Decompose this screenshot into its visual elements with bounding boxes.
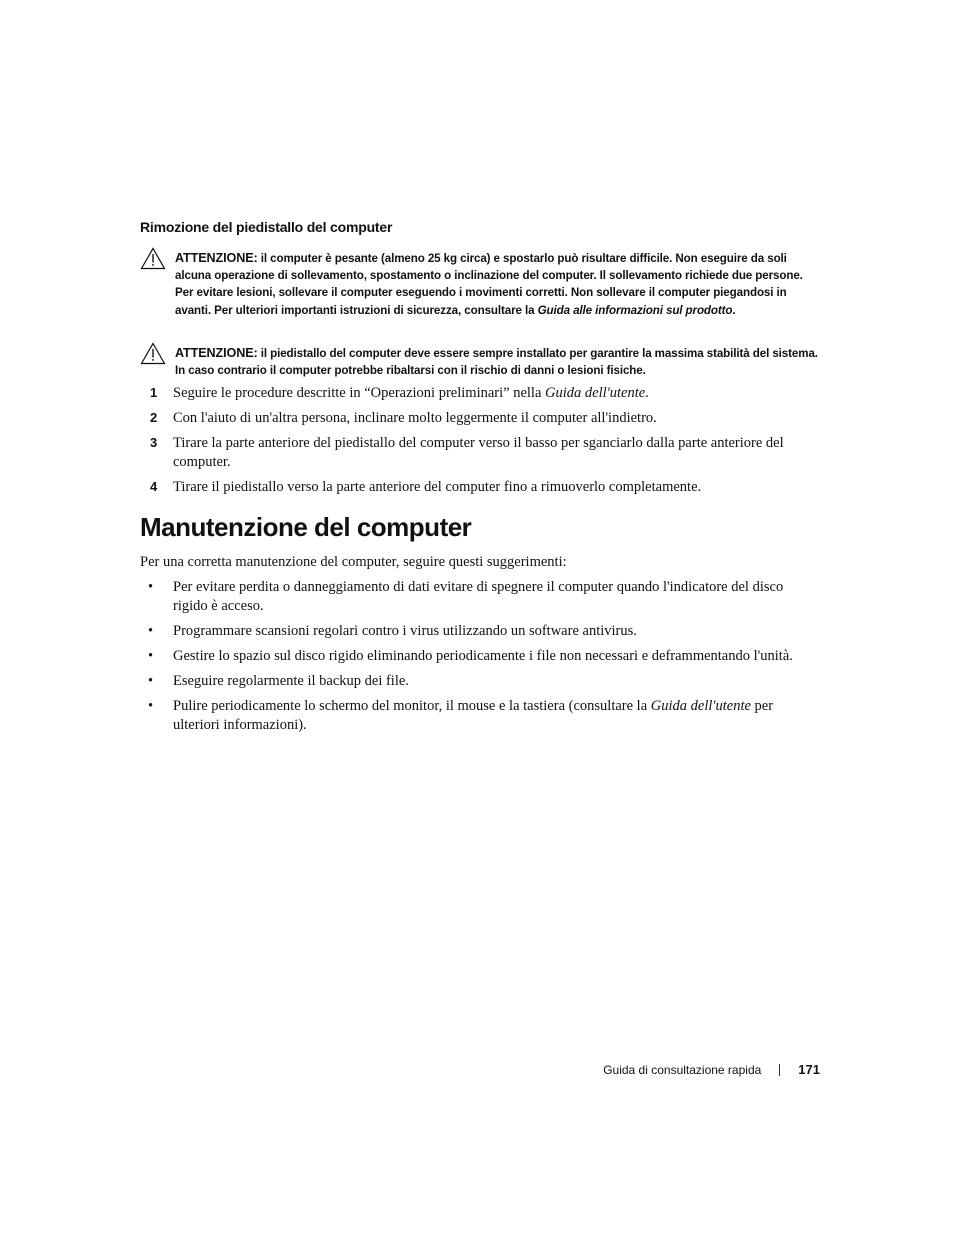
tip-text: Eseguire regolarmente il backup dei file. [173,673,409,689]
step-text: Con l'aiuto di un'altra persona, inclinare molto leggermente il computer all'indietro. [173,410,657,426]
step-item [140,384,820,403]
footer-divider [779,1064,780,1076]
step-number: 3 [150,435,158,450]
list-item [140,622,820,641]
tip-text: Gestire lo spazio sul disco rigido eliminando periodicamente i file non necessari e deframmentando l'unità. [173,648,793,664]
caution-body: il piedistallo del computer deve essere sempre installato per garantire la massima stabilità del sistema. In caso contrario il computer potrebbe ribaltarsi con il rischio di danni o lesioni fisiche. [175,347,818,378]
step-text-main: Seguire le procedure descritte in “Operazioni preliminari” nella [173,385,546,401]
bullet-icon: • [148,623,154,639]
caution-stand [140,345,820,379]
page-footer [603,1062,820,1077]
tip-text-end: per ulteriori informazioni). [173,698,774,733]
maintenance-tips [140,578,820,741]
maintenance-intro: Per una corretta manutenzione del computer, seguire questi suggerimenti: [140,554,567,570]
removal-steps [140,384,820,503]
warning-triangle-icon [140,342,166,365]
step-text: Tirare il piedistallo verso la parte anteriore del computer fino a rimuoverlo completamente. [173,479,702,495]
step-item [140,409,820,428]
product-info-guide-reference: Guida alle informazioni sul prodotto [537,303,733,317]
footer-guide-title: Guida di consultazione rapida [603,1062,762,1077]
step-number: 1 [150,385,158,400]
step-item [140,434,820,472]
list-item [140,578,820,616]
caution-label: ATTENZIONE: [175,251,258,265]
list-item [140,697,820,735]
tip-text-main: Pulire periodicamente lo schermo del monitor, il mouse e la tastiera (consultare la [173,698,651,714]
user-guide-reference: Guida dell'utente [650,698,751,714]
step-number: 2 [150,410,158,425]
bullet-icon: • [148,579,154,595]
step-text [173,384,820,403]
list-item [140,672,820,691]
caution-stand-text [175,345,820,379]
step-number: 4 [150,479,158,494]
tip-text: Per evitare perdita o danneggiamento di dati evitare di spegnere il computer quando l'indicatore del disco rigido è acceso. [173,579,784,614]
caution-label: ATTENZIONE: [175,346,258,360]
caution-weight [140,250,820,319]
tip-text [173,697,820,735]
bullet-icon: • [148,698,154,714]
warning-triangle-icon [140,247,166,270]
user-guide-reference: Guida dell'utente [545,385,646,401]
caution-weight-text [175,250,820,319]
tip-text: Programmare scansioni regolari contro i virus utilizzando un software antivirus. [173,623,637,639]
bullet-icon: • [148,673,154,689]
caution-end: . [732,303,736,317]
list-item [140,647,820,666]
bullet-icon: • [148,648,154,664]
step-text: Tirare la parte anteriore del piedistallo del computer verso il basso per sganciarlo dalla parte anteriore del computer. [173,435,784,470]
step-text-end: . [645,385,649,401]
caution-body: il computer è pesante (almeno 25 kg circa) e spostarlo può risultare difficile. Non eseguire da soli alcuna operazione di sollevamento, spostamento o inclinazione del computer. Il sollevamento richiede due persone. Per evitare lesioni, sollevare il computer eseguendo i movimenti corretti. Non sollevare il computer piegandosi in avanti. Per ulteriori importanti istruzioni di sicurezza, consultare la [175,252,803,317]
step-item [140,478,820,497]
section-subheading: Rimozione del piedistallo del computer [140,219,393,235]
page-number: 171 [798,1062,820,1077]
page-heading: Manutenzione del computer [140,512,472,542]
